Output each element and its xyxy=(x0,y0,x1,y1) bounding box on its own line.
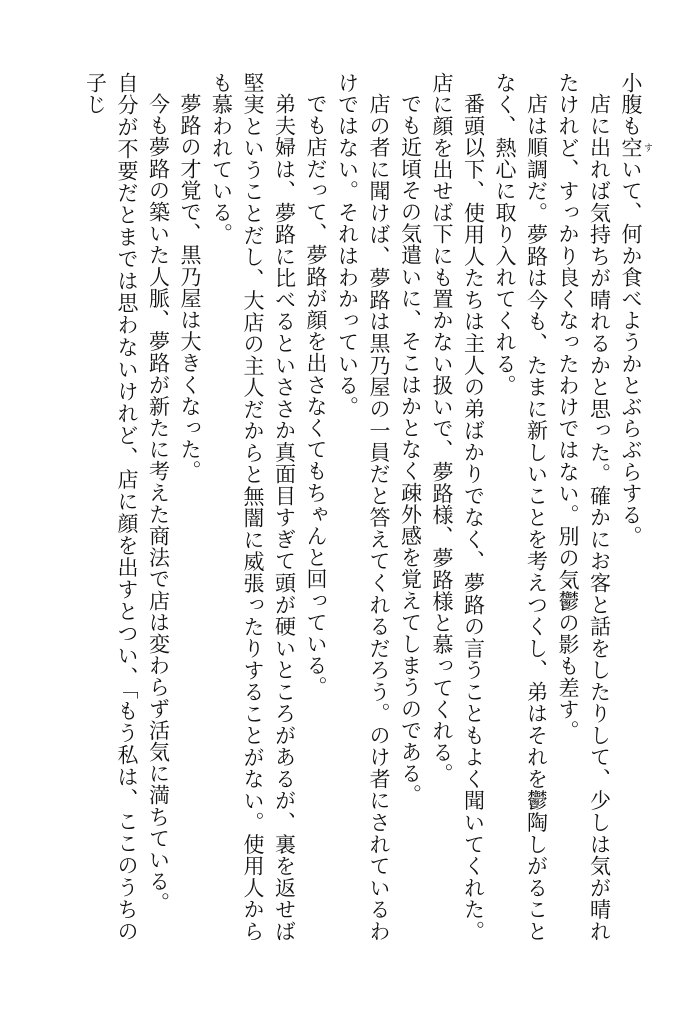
paragraph-7: でも店だって、夢路が顔を出さなくてもちゃんと回っている。 xyxy=(304,93,328,698)
ruby-reading: す xyxy=(642,136,652,159)
paragraph-1-before: 小腹も xyxy=(619,72,643,137)
paragraph-11: 自分が不要だとまでは思わないけれど、店に顔を出すとつい、「もう私は、ここのうちの子じ xyxy=(83,72,139,942)
paragraph-4: 番頭以下、使用人たちは主人の弟ばかりでなく、夢路の言うこともよく聞いてくれた。店に顔を出せば下にも置かない扱いで、夢路様、夢路様と慕ってくれる。 xyxy=(430,72,486,942)
ruby-annotation xyxy=(619,136,652,159)
vertical-text-body xyxy=(34,72,652,942)
paragraph-6: 店の者に聞けば、夢路は黒乃屋の一員だと答えてくれるだろう。のけ者にされているわけではない。それはわかっている。 xyxy=(335,72,391,942)
ruby-base: 空 xyxy=(619,136,643,159)
paragraph-9: 夢路の才覚で、黒乃屋は大きくなった。 xyxy=(178,93,202,482)
paragraph-10: 今も夢路の築いた人脈、夢路が新たに考えた商法で店は変わらず活気に満ちている。 xyxy=(146,93,171,914)
paragraph-2: 店に出れば気持ちが晴れるかと思った。確かにお客と話をしたりして、少しは気が晴れたけれど、すっかり良くなったわけではない。別の気鬱の影も差す。 xyxy=(556,72,612,942)
paragraph-5: でも近頃その気遣いに、そこはかとなく疎外感を覚えてしまうのである。 xyxy=(398,93,423,806)
paragraph-1 xyxy=(615,72,653,942)
paragraph-1-after: いて、何か食べようかとぶらぶらする。 xyxy=(619,158,643,548)
paragraph-8: 弟夫婦は、夢路に比べるといささか真面目すぎて頭が硬いところがあるが、裏を返せば堅実ということだし、大店の主人だからと無闇に威張ったりすることがない。使用人からも慕われている。 xyxy=(209,72,297,942)
paragraph-3: 店は順調だ。夢路は今も、たまに新しいことを考えつくし、弟はそれを鬱陶しがることなく、熱心に取り入れてくれる。 xyxy=(493,72,549,942)
